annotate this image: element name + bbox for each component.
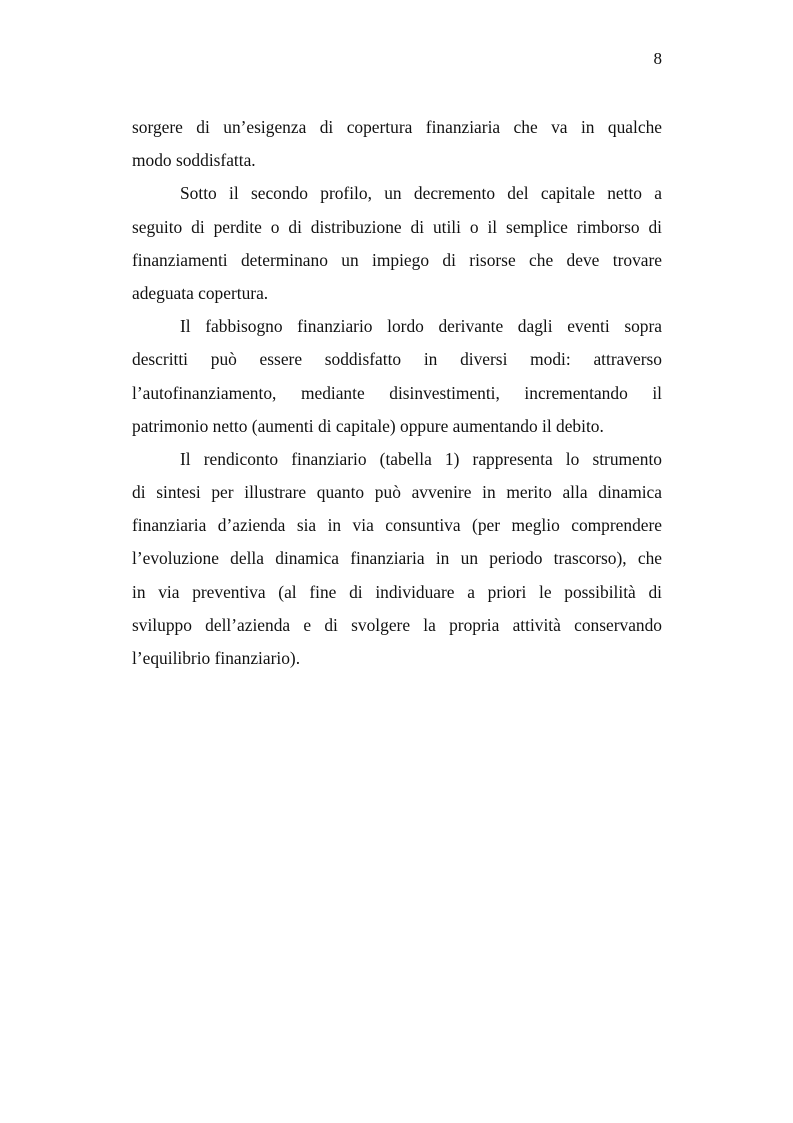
text-line: adeguata copertura. bbox=[132, 282, 269, 303]
text-line: patrimonio netto (aumenti di capitale) oppure aumentando il debito. bbox=[132, 415, 604, 436]
text-line: finanziaria d’azienda sia in via consuntiva (per meglio comprendere bbox=[132, 515, 662, 536]
text-line: finanziamenti determinano un impiego di risorse che deve trovare bbox=[132, 249, 662, 270]
text-line: Il fabbisogno finanziario lordo derivante dagli eventi sopra bbox=[180, 316, 662, 337]
text-line: l’evoluzione della dinamica finanziaria in un periodo trascorso), che bbox=[132, 548, 662, 569]
text-line: in via preventiva (al fine di individuare a priori le possibilità di bbox=[132, 581, 662, 602]
text-line: seguito di perdite o di distribuzione di utili o il semplice rimborso di bbox=[132, 216, 662, 237]
page-number: 8 bbox=[653, 49, 662, 68]
text-line: sviluppo dell’azienda e di svolgere la propria attività conservando bbox=[132, 614, 662, 635]
text-line: descritti può essere soddisfatto in diversi modi: attraverso bbox=[132, 349, 662, 370]
text-line: l’equilibrio finanziario). bbox=[132, 648, 301, 668]
text-line: Il rendiconto finanziario (tabella 1) rappresenta lo strumento bbox=[180, 448, 662, 469]
text-line: Sotto il secondo profilo, un decremento del capitale netto a bbox=[180, 183, 662, 204]
text-line: di sintesi per illustrare quanto può avvenire in merito alla dinamica bbox=[132, 482, 662, 503]
body-text bbox=[132, 111, 662, 675]
text-line: modo soddisfatta. bbox=[132, 150, 256, 171]
text-line: l’autofinanziamento, mediante disinvestimenti, incrementando il bbox=[132, 382, 662, 403]
text-line: sorgere di un’esigenza di copertura finanziaria che va in qualche bbox=[132, 117, 662, 137]
